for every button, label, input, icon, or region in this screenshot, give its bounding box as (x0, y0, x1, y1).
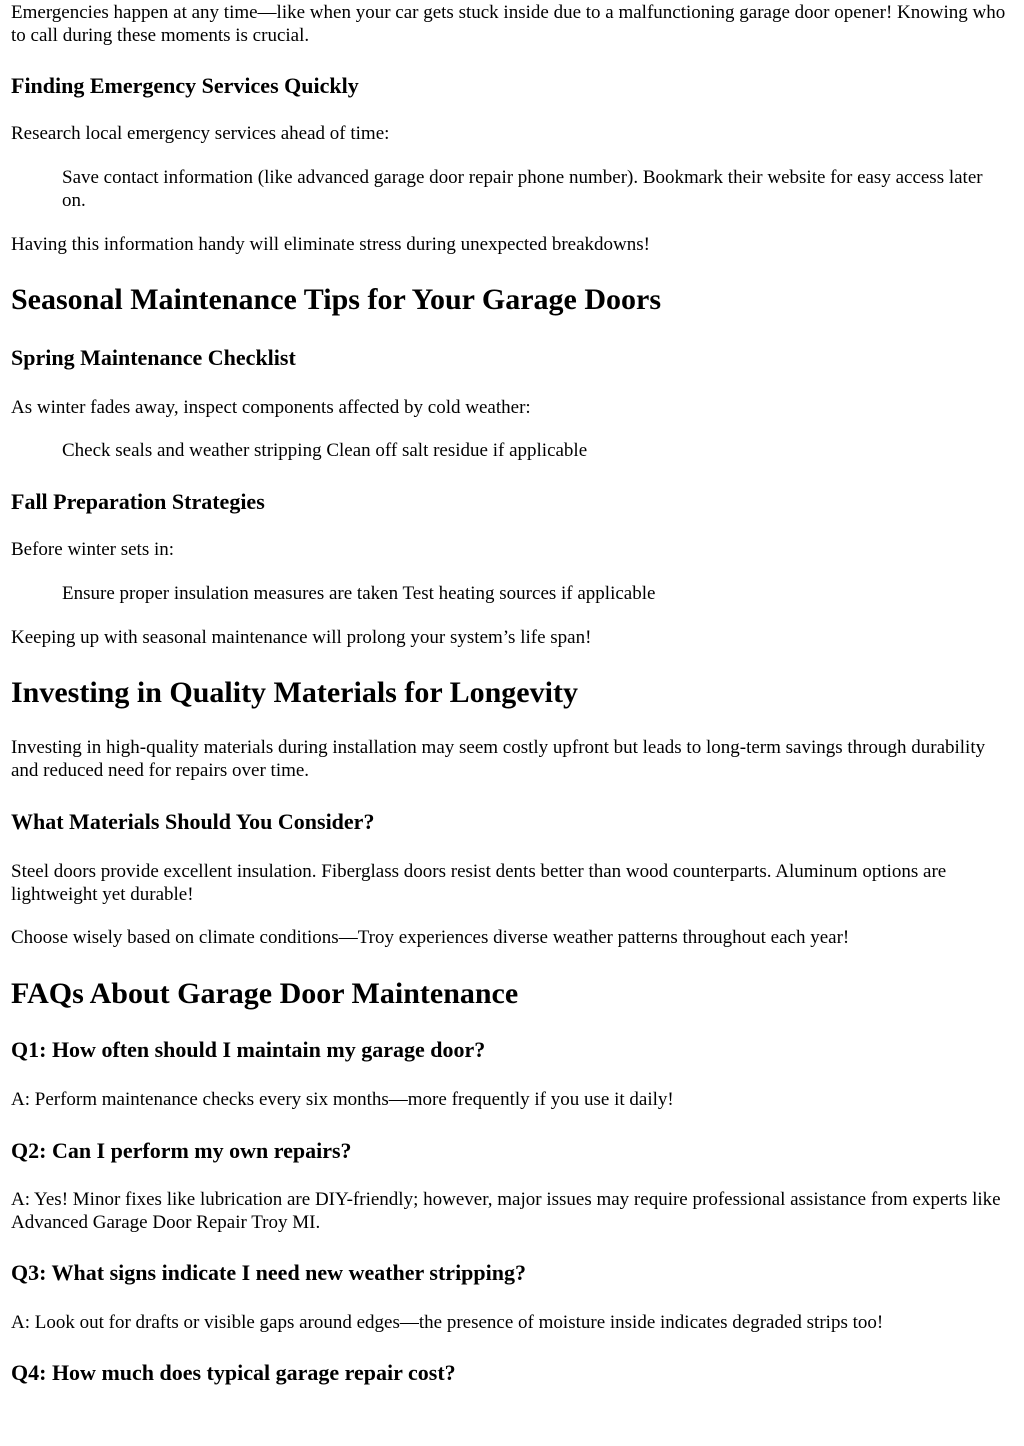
faq-question: Q2: Can I perform my own repairs? (11, 1138, 352, 1163)
spring-lead: As winter fades away, inspect components affected by cold weather: (11, 397, 531, 418)
finding-emergency-closing: Having this information handy will eliminate stress during unexpected breakdowns! (11, 234, 650, 255)
materials-consider-closing: Choose wisely based on climate conditions—Troy experiences diverse weather patterns throughout each year! (11, 927, 850, 948)
faq-answer: A: Yes! Minor fixes like lubrication are DIY-friendly; however, major issues may require professional assistance from experts like Advanced Garage Door Repair Troy MI. (11, 1189, 1001, 1233)
faq-question: Q3: What signs indicate I need new weather stripping? (11, 1260, 527, 1285)
faq-question: Q4: How much does typical garage repair cost? (11, 1360, 456, 1385)
fall-list: Ensure proper insulation measures are taken Test heating sources if applicable (62, 583, 656, 604)
finding-emergency-lead: Research local emergency services ahead of time: (11, 123, 390, 144)
fall-heading: Fall Preparation Strategies (11, 489, 265, 514)
spring-heading: Spring Maintenance Checklist (11, 345, 296, 370)
faq-answer: A: Look out for drafts or visible gaps around edges—the presence of moisture inside indicates degraded strips too! (11, 1312, 884, 1333)
finding-emergency-heading: Finding Emergency Services Quickly (11, 73, 359, 98)
materials-heading: Investing in Quality Materials for Longevity (11, 676, 578, 709)
seasonal-closing: Keeping up with seasonal maintenance will prolong your system’s life span! (11, 627, 592, 648)
faq-answer: A: Perform maintenance checks every six months—more frequently if you use it daily! (11, 1089, 674, 1110)
materials-intro: Investing in high-quality materials during installation may seem costly upfront but leads to long-term savings through durability and reduced need for repairs over time. (11, 737, 986, 781)
seasonal-heading: Seasonal Maintenance Tips for Your Garage Doors (11, 283, 662, 316)
emergency-paragraph: Emergencies happen at any time—like when your car gets stuck inside due to a malfunctioning garage door opener! Knowing who to call during these moments is crucial. (11, 2, 1006, 46)
materials-consider-paragraph: Steel doors provide excellent insulation. Fiberglass doors resist dents better than wood counterparts. Aluminum options are lightweight yet durable! (11, 861, 947, 905)
fall-lead: Before winter sets in: (11, 539, 175, 560)
faqs-heading: FAQs About Garage Door Maintenance (11, 977, 519, 1010)
spring-list: Check seals and weather stripping Clean off salt residue if applicable (62, 440, 588, 461)
finding-emergency-list: Save contact information (like advanced garage door repair phone number). Bookmark their website for easy access later on. (62, 167, 983, 211)
materials-consider-heading: What Materials Should You Consider? (11, 809, 375, 834)
faq-question: Q1: How often should I maintain my garage door? (11, 1037, 486, 1062)
